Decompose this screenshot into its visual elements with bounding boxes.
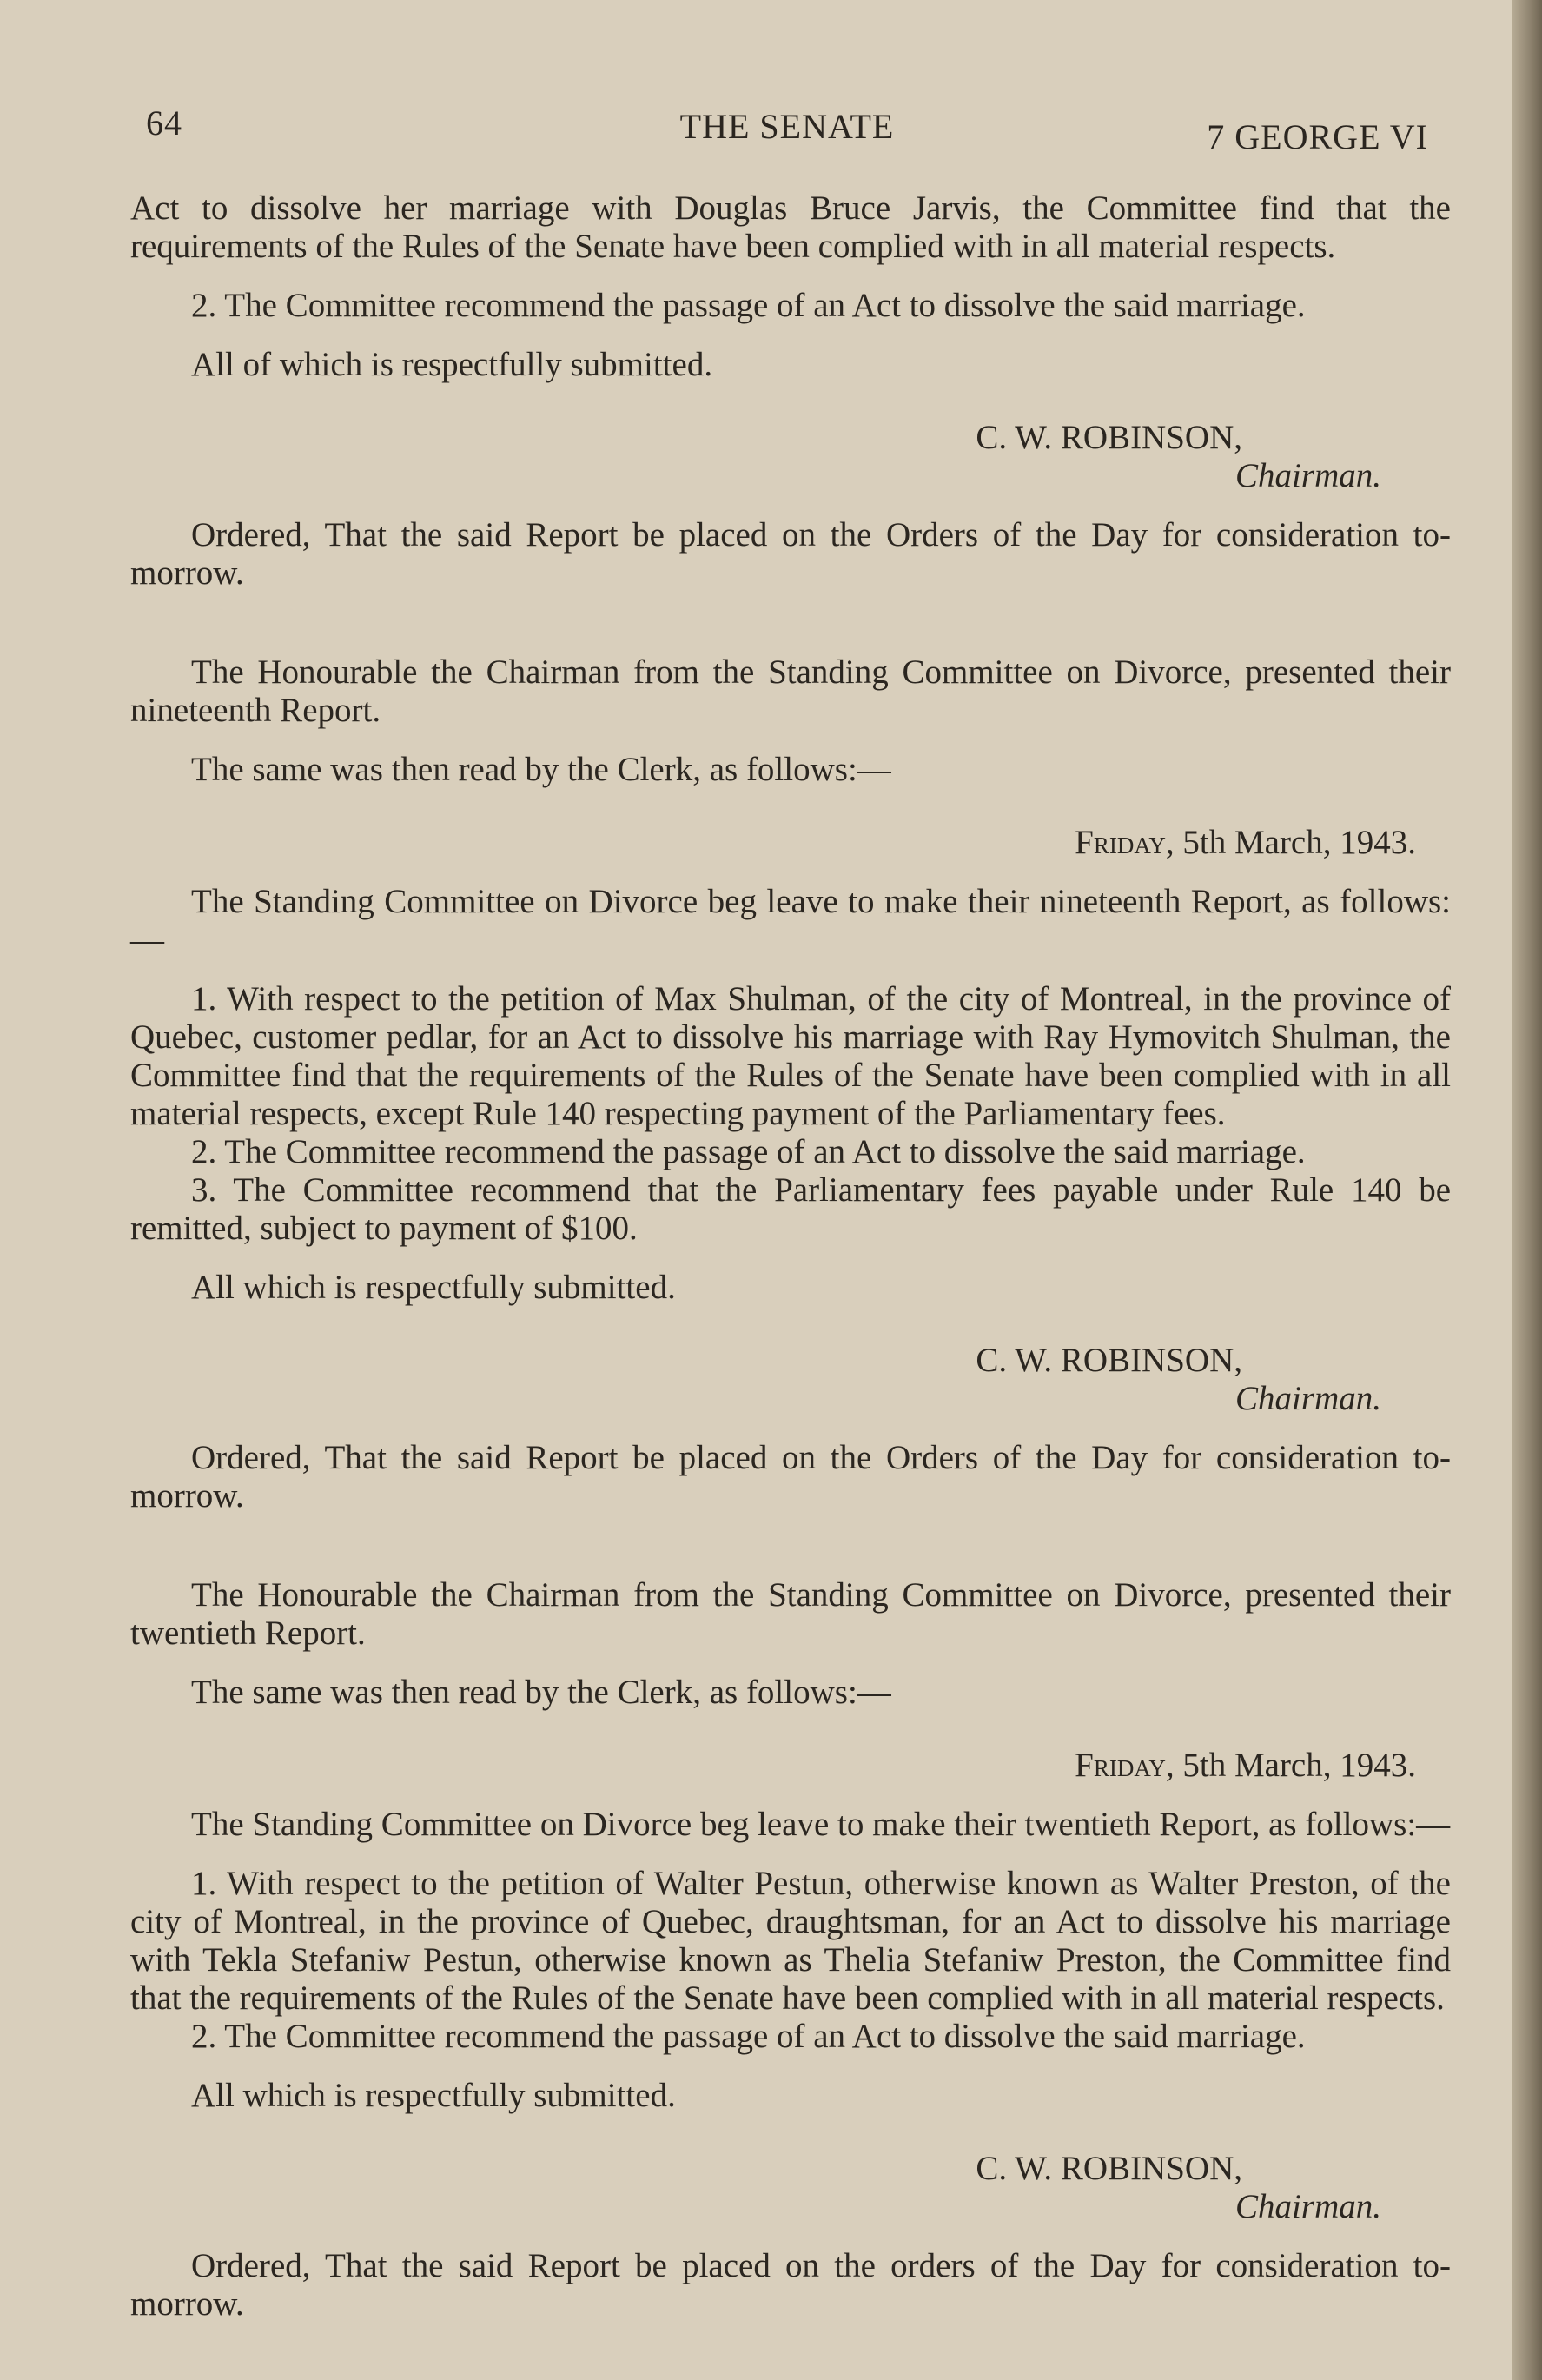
signature-title: Chairman. bbox=[1235, 457, 1381, 494]
page-number: 64 bbox=[146, 103, 182, 143]
dateline bbox=[130, 824, 1451, 862]
dateline-date: 5th March, 1943. bbox=[1174, 824, 1416, 861]
page-body bbox=[130, 189, 1451, 2324]
paragraph: Ordered, That the said Report be placed on the orders of the Day for consideration to-morrow. bbox=[130, 2247, 1451, 2323]
paragraph: 1. With respect to the petition of Max Shulman, of the city of Montreal, in the province of Quebec, customer pedlar, for an Act to dissolve his marriage with Ray Hymovitch Shulman, the Committee find that the requirements of the Rules of the Senate have been complied with in all material respects, except Rule 140 respecting payment of the Parliamentary fees. bbox=[130, 980, 1451, 1132]
dateline-day: Friday, bbox=[1075, 1747, 1175, 1784]
paragraph: 2. The Committee recommend the passage of an Act to dissolve the said marriage. bbox=[191, 287, 1306, 324]
paragraph: The Honourable the Chairman from the Standing Committee on Divorce, presented their nineteenth Report. bbox=[130, 653, 1451, 729]
paragraph: All of which is respectfully submitted. bbox=[191, 346, 713, 383]
paragraph: The same was then read by the Clerk, as follows:— bbox=[191, 751, 891, 788]
page-binding-edge bbox=[1512, 0, 1542, 2380]
page-header bbox=[146, 103, 1428, 155]
paragraph: 3. The Committee recommend that the Parliamentary fees payable under Rule 140 be remitted, subject to payment of $100. bbox=[130, 1171, 1451, 1247]
paragraph: 2. The Committee recommend the passage of an Act to dissolve the said marriage. bbox=[191, 1133, 1306, 1170]
paragraph: Act to dissolve her marriage with Douglas Bruce Jarvis, the Committee find that the requirements of the Rules of the Senate have been complied with in all material respects. bbox=[130, 189, 1451, 265]
signature-title: Chairman. bbox=[1235, 1380, 1381, 1417]
paragraph: The Standing Committee on Divorce beg leave to make their nineteenth Report, as follows:— bbox=[130, 883, 1451, 958]
paragraph: All which is respectfully submitted. bbox=[191, 1269, 676, 1306]
signature-name: C. W. ROBINSON, bbox=[976, 2150, 1242, 2187]
paragraph: All which is respectfully submitted. bbox=[191, 2077, 676, 2114]
dateline-day: Friday, bbox=[1075, 824, 1175, 861]
dateline-date: 5th March, 1943. bbox=[1174, 1747, 1416, 1784]
journal-title: THE SENATE bbox=[679, 107, 895, 146]
paragraph: Ordered, That the said Report be placed on the Orders of the Day for consideration to-morrow. bbox=[130, 516, 1451, 592]
paragraph: The same was then read by the Clerk, as follows:— bbox=[191, 1674, 891, 1711]
dateline bbox=[130, 1747, 1451, 1785]
paragraph: 2. The Committee recommend the passage of an Act to dissolve the said marriage. bbox=[191, 2018, 1306, 2055]
paragraph: Ordered, That the said Report be placed on the Orders of the Day for consideration to-morrow. bbox=[130, 1439, 1451, 1515]
signature-name: C. W. ROBINSON, bbox=[976, 419, 1242, 456]
paragraph: The Honourable the Chairman from the Standing Committee on Divorce, presented their twentieth Report. bbox=[130, 1576, 1451, 1652]
paragraph: The Standing Committee on Divorce beg leave to make their twentieth Report, as follows:— bbox=[191, 1806, 1451, 1843]
signature-title: Chairman. bbox=[1235, 2188, 1381, 2225]
session-label: 7 GEORGE VI bbox=[1207, 117, 1428, 156]
signature-name: C. W. ROBINSON, bbox=[976, 1342, 1242, 1379]
paragraph: 1. With respect to the petition of Walter Pestun, otherwise known as Walter Preston, of the city of Montreal, in the province of Quebec, draughtsman, for an Act to dissolve his marriage with Tekla Stefaniw Pestun, otherwise known as Thelia Stefaniw Preston, the Committee find that the requirements of the Rules of the Senate have been complied with in all material respects. bbox=[130, 1865, 1451, 2017]
